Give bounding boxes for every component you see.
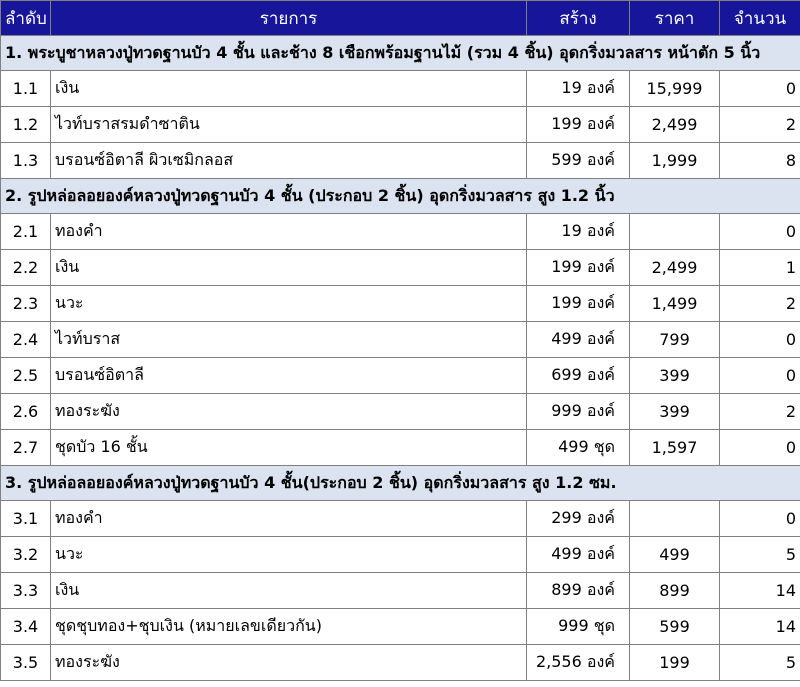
cell-name: ทองคำ [51,501,527,537]
section-title: 3. รูปหล่อลอยองค์หลวงปู่ทวดฐานบัว 4 ชั้น(ประกอบ 2 ชิ้น) อุดกริ่งมวลสาร สูง 1.2 ซม. [1,466,800,501]
cell-name: บรอนซ์อิตาลี ผิวเซมิกลอส [51,143,527,179]
header-item: รายการ [51,1,527,36]
table-row [1,143,800,179]
cell-made: 19 องค์ [527,214,630,250]
cell-price [630,501,720,537]
cell-price: 199 [630,645,720,681]
header-row [1,1,800,36]
cell-name: ทองคำ [51,214,527,250]
table-row [1,71,800,107]
cell-made: 2,556 องค์ [527,645,630,681]
cell-price: 399 [630,394,720,430]
cell-made: 599 องค์ [527,143,630,179]
table-row [1,430,800,466]
table-row [1,394,800,430]
table-row [1,214,800,250]
cell-name: ชุดชุบทอง+ชุบเงิน (หมายเลขเดียวกัน) [51,609,527,645]
section-header-row [1,466,800,501]
cell-qty: 0 [720,358,800,394]
cell-qty: 2 [720,107,800,143]
cell-made: 199 องค์ [527,250,630,286]
cell-name: ทองระฆัง [51,394,527,430]
table-row [1,645,800,681]
cell-name: ไวท์บราส [51,322,527,358]
cell-price: 599 [630,609,720,645]
section-title: 2. รูปหล่อลอยองค์หลวงปู่ทวดฐานบัว 4 ชั้น (ประกอบ 2 ชิ้น) อุดกริ่งมวลสาร สูง 1.2 นิ้ว [1,179,800,214]
cell-price [630,214,720,250]
table-row [1,573,800,609]
header-price: ราคา [630,1,720,36]
cell-name: ทองระฆัง [51,645,527,681]
cell-no: 2.6 [1,394,51,430]
table-row [1,322,800,358]
cell-no: 1.3 [1,143,51,179]
cell-name: ไวท์บราสรมดำซาติน [51,107,527,143]
cell-no: 3.5 [1,645,51,681]
table-row [1,107,800,143]
cell-no: 3.1 [1,501,51,537]
cell-made: 999 องค์ [527,394,630,430]
cell-made: 499 องค์ [527,322,630,358]
cell-qty: 14 [720,609,800,645]
cell-qty: 8 [720,143,800,179]
cell-no: 1.2 [1,107,51,143]
cell-made: 499 ชุด [527,430,630,466]
cell-qty: 0 [720,430,800,466]
section-title: 1. พระบูชาหลวงปู่ทวดฐานบัว 4 ชั้น และช้าง 8 เชือกพร้อมฐานไม้ (รวม 4 ชิ้น) อุดกริ่งมวลสาร หน้าตัก 5 นิ้ว [1,36,800,71]
cell-price: 399 [630,358,720,394]
cell-qty: 5 [720,537,800,573]
cell-no: 3.4 [1,609,51,645]
cell-name: เงิน [51,250,527,286]
table-row [1,501,800,537]
cell-price: 2,499 [630,107,720,143]
cell-made: 199 องค์ [527,107,630,143]
cell-qty: 0 [720,71,800,107]
cell-price: 1,499 [630,286,720,322]
cell-qty: 0 [720,501,800,537]
cell-price: 1,597 [630,430,720,466]
cell-qty: 2 [720,286,800,322]
cell-qty: 1 [720,250,800,286]
cell-name: ชุดบัว 16 ชั้น [51,430,527,466]
cell-price: 1,999 [630,143,720,179]
cell-price: 899 [630,573,720,609]
cell-price: 499 [630,537,720,573]
cell-qty: 0 [720,214,800,250]
cell-name: นวะ [51,537,527,573]
table-row [1,286,800,322]
section-header-row [1,36,800,71]
table-row [1,609,800,645]
table-row [1,250,800,286]
cell-qty: 5 [720,645,800,681]
cell-no: 2.1 [1,214,51,250]
cell-name: บรอนซ์อิตาลี [51,358,527,394]
cell-made: 199 องค์ [527,286,630,322]
cell-no: 3.2 [1,537,51,573]
cell-qty: 2 [720,394,800,430]
cell-made: 499 องค์ [527,537,630,573]
cell-no: 2.4 [1,322,51,358]
cell-made: 699 องค์ [527,358,630,394]
cell-no: 2.7 [1,430,51,466]
cell-made: 299 องค์ [527,501,630,537]
table-body [1,36,800,681]
cell-price: 799 [630,322,720,358]
cell-no: 3.3 [1,573,51,609]
cell-qty: 0 [720,322,800,358]
table-row [1,358,800,394]
cell-no: 2.2 [1,250,51,286]
cell-no: 2.3 [1,286,51,322]
cell-name: เงิน [51,573,527,609]
cell-no: 2.5 [1,358,51,394]
cell-made: 19 องค์ [527,71,630,107]
header-made: สร้าง [527,1,630,36]
cell-qty: 14 [720,573,800,609]
header-no: ลำดับ [1,1,51,36]
cell-made: 899 องค์ [527,573,630,609]
cell-price: 15,999 [630,71,720,107]
header-qty: จำนวน [720,1,800,36]
section-header-row [1,179,800,214]
cell-name: นวะ [51,286,527,322]
cell-made: 999 ชุด [527,609,630,645]
cell-price: 2,499 [630,250,720,286]
cell-name: เงิน [51,71,527,107]
cell-no: 1.1 [1,71,51,107]
table-row [1,537,800,573]
